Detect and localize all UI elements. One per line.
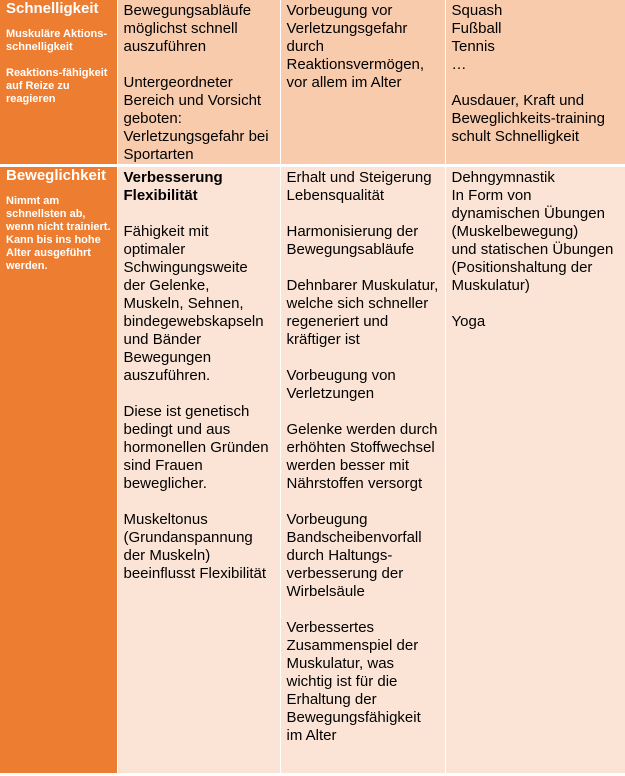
cell-line: Tennis <box>451 38 495 55</box>
cell-paragraph: Harmonisierung der Bewegungsabläufe <box>286 223 419 258</box>
cell-line: und statischen Übungen (Positionshaltung der Muskulatur) <box>451 241 614 294</box>
cell-paragraph: Fähigkeit mit optimaler Schwingungsweite der Gelenke, Muskeln, Sehnen, bindegewebskapseln und Bänder Bewegungen auszuführen. <box>123 223 264 384</box>
cell-paragraph: Bewegungsabläufe möglichst schnell auszuführen <box>123 2 252 55</box>
cell-paragraph: Muskeltonus (Grundanspannung der Muskeln) beeinflusst Flexibilität <box>123 511 267 582</box>
category-note: Nimmt am schnellsten ab, wenn nicht trainiert. Kann bis ins hohe Alter ausgeführt werden. <box>6 195 111 272</box>
cell-line: In Form von dynamischen Übungen (Muskelbewegung) <box>451 187 605 240</box>
description-cell <box>117 166 280 775</box>
cell-heading: Verbesserung Flexibilität <box>123 169 223 204</box>
examples-cell <box>445 0 625 166</box>
cell-paragraph: Diese ist genetisch bedingt und aus hormonellen Gründen sind Frauen beweglicher. <box>123 403 269 492</box>
cell-paragraph: Erhalt und Steigerung Lebensqualität <box>286 169 432 204</box>
cell-paragraph: Vorbeugung Bandscheibenvorfall durch Haltungs-verbesserung der Wirbelsäule <box>286 511 422 600</box>
benefits-cell <box>280 0 445 166</box>
category-title: Beweglichkeit <box>6 167 107 184</box>
category-title: Schnelligkeit <box>6 0 99 17</box>
category-cell <box>0 0 117 166</box>
cell-line: Squash <box>451 2 503 19</box>
examples-cell <box>445 166 625 775</box>
cell-line: Dehngymnastik <box>451 169 555 186</box>
cell-paragraph: Vorbeugung von Verletzungen <box>286 367 396 402</box>
table-row-schnelligkeit <box>0 0 625 166</box>
cell-paragraph: Verbessertes Zusammenspiel der Muskulatur, was wichtig ist für die Erhaltung der Bewegungsfähigkeit im Alter <box>286 619 421 744</box>
benefits-cell <box>280 166 445 775</box>
cell-line: Fußball <box>451 20 502 37</box>
cell-paragraph: Untergeordneter Bereich und Vorsicht geboten: Verletzungsgefahr bei Sportarten <box>123 74 269 163</box>
cell-paragraph: Gelenke werden durch erhöhten Stoffwechsel werden besser mit Nährstoffen versorgt <box>286 421 438 492</box>
category-cell <box>0 166 117 775</box>
category-note: Muskuläre Aktions-schnelligkeit <box>6 28 108 53</box>
cell-line: Yoga <box>451 313 486 330</box>
cell-paragraph: Ausdauer, Kraft und Beweglichkeits-training schult Schnelligkeit <box>451 92 605 145</box>
cell-paragraph: Dehnbarer Muskulatur, welche sich schneller regeneriert und kräftiger ist <box>286 277 439 348</box>
description-cell <box>117 0 280 166</box>
category-note: Reaktions-fähigkeit auf Reize zu reagieren <box>6 67 108 105</box>
cell-paragraph: Vorbeugung vor Verletzungsgefahr durch Reaktionsvermögen, vor allem im Alter <box>286 2 425 91</box>
cell-line: … <box>451 56 467 73</box>
table-row-beweglichkeit <box>0 166 625 775</box>
